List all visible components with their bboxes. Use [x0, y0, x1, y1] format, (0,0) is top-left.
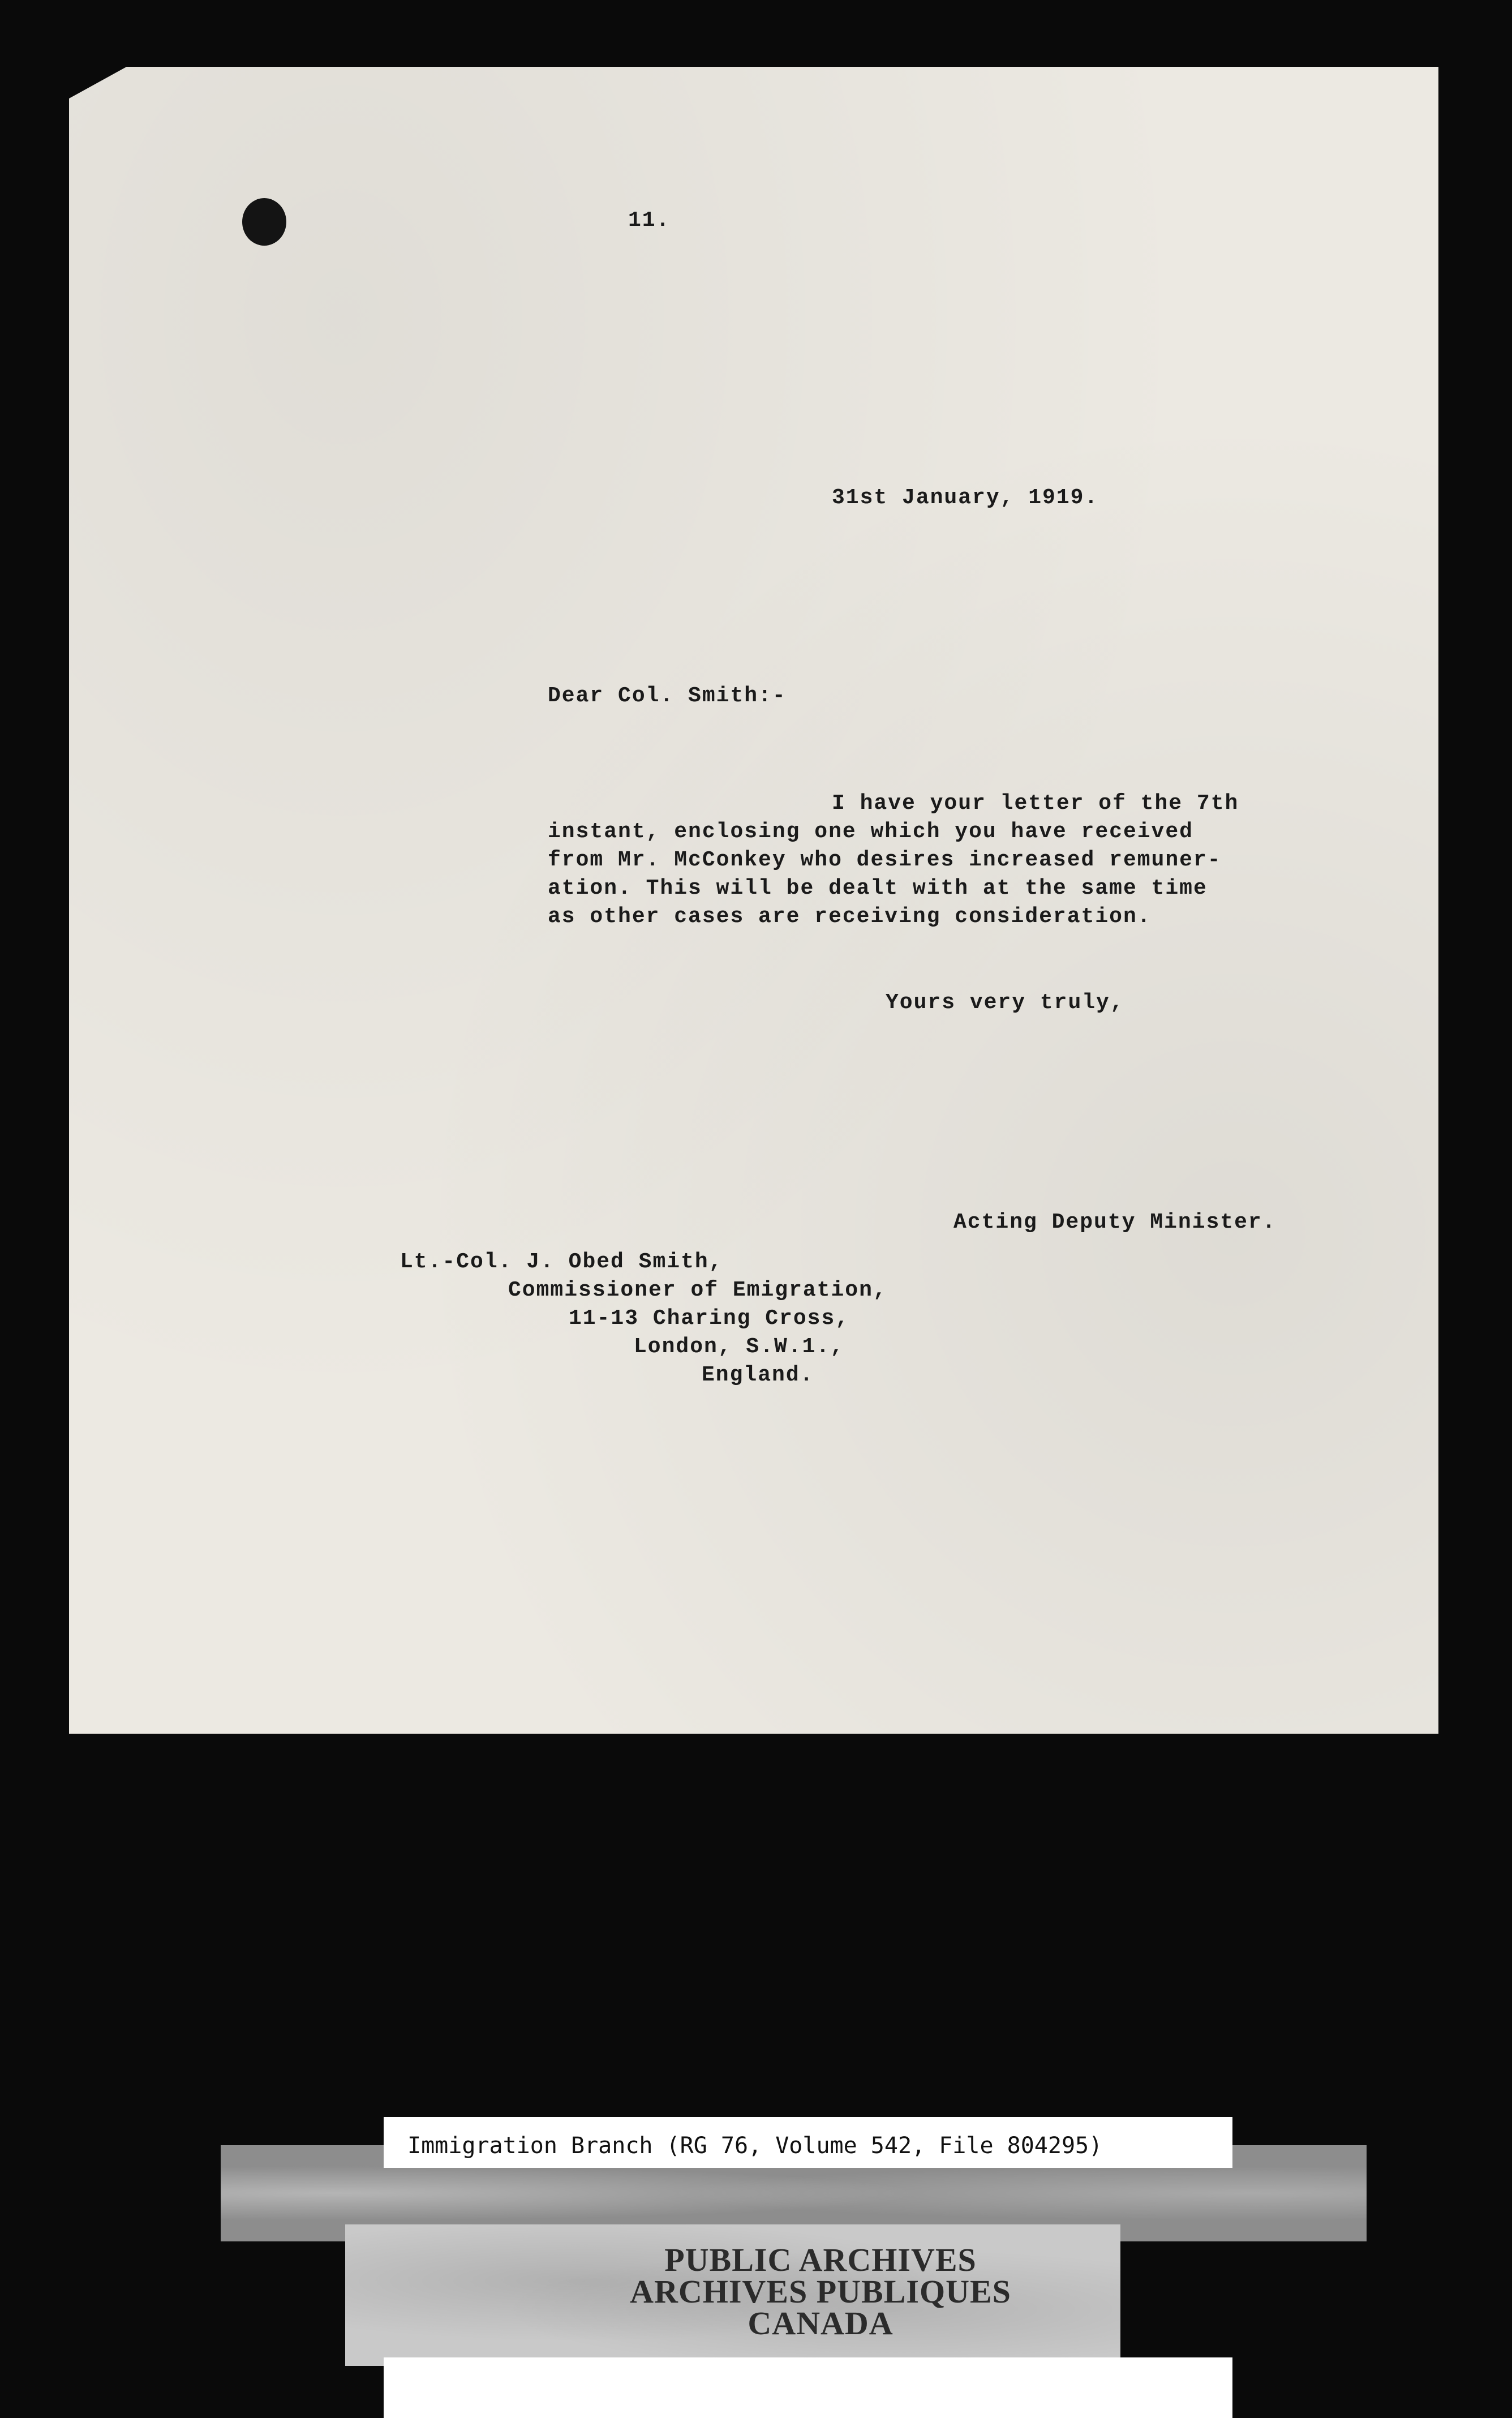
address-line: Lt.-Col. J. Obed Smith, — [400, 1250, 723, 1274]
stamp-line: ARCHIVES PUBLIQUES — [630, 2273, 1011, 2310]
page-number: 11. — [628, 208, 671, 233]
body-line: instant, enclosing one which you have received — [548, 820, 1193, 844]
bottom-label-box — [384, 2357, 1232, 2418]
body-line: from Mr. McConkey who desires increased remuner- — [548, 848, 1222, 872]
stamp-line: PUBLIC ARCHIVES — [664, 2241, 977, 2278]
signature-title: Acting Deputy Minister. — [953, 1210, 1277, 1234]
closing: Yours very truly, — [886, 991, 1124, 1015]
archive-caption: Immigration Branch (RG 76, Volume 542, File 804295) — [407, 2133, 1103, 2159]
address-line: London, S.W.1., — [634, 1335, 845, 1359]
salutation: Dear Col. Smith:- — [548, 684, 787, 708]
punch-hole — [242, 198, 286, 246]
body-line: I have your letter of the 7th — [832, 791, 1239, 816]
archives-stamp — [566, 2241, 1075, 2342]
address-line: 11-13 Charing Cross, — [569, 1306, 850, 1331]
stamp-line: CANADA — [748, 2305, 894, 2342]
address-line: England. — [702, 1363, 814, 1387]
body-line: as other cases are receiving consideration. — [548, 904, 1152, 929]
letter-date: 31st January, 1919. — [832, 486, 1099, 510]
address-line: Commissioner of Emigration, — [508, 1278, 887, 1302]
body-line: ation. This will be dealt with at the same time — [548, 876, 1208, 901]
